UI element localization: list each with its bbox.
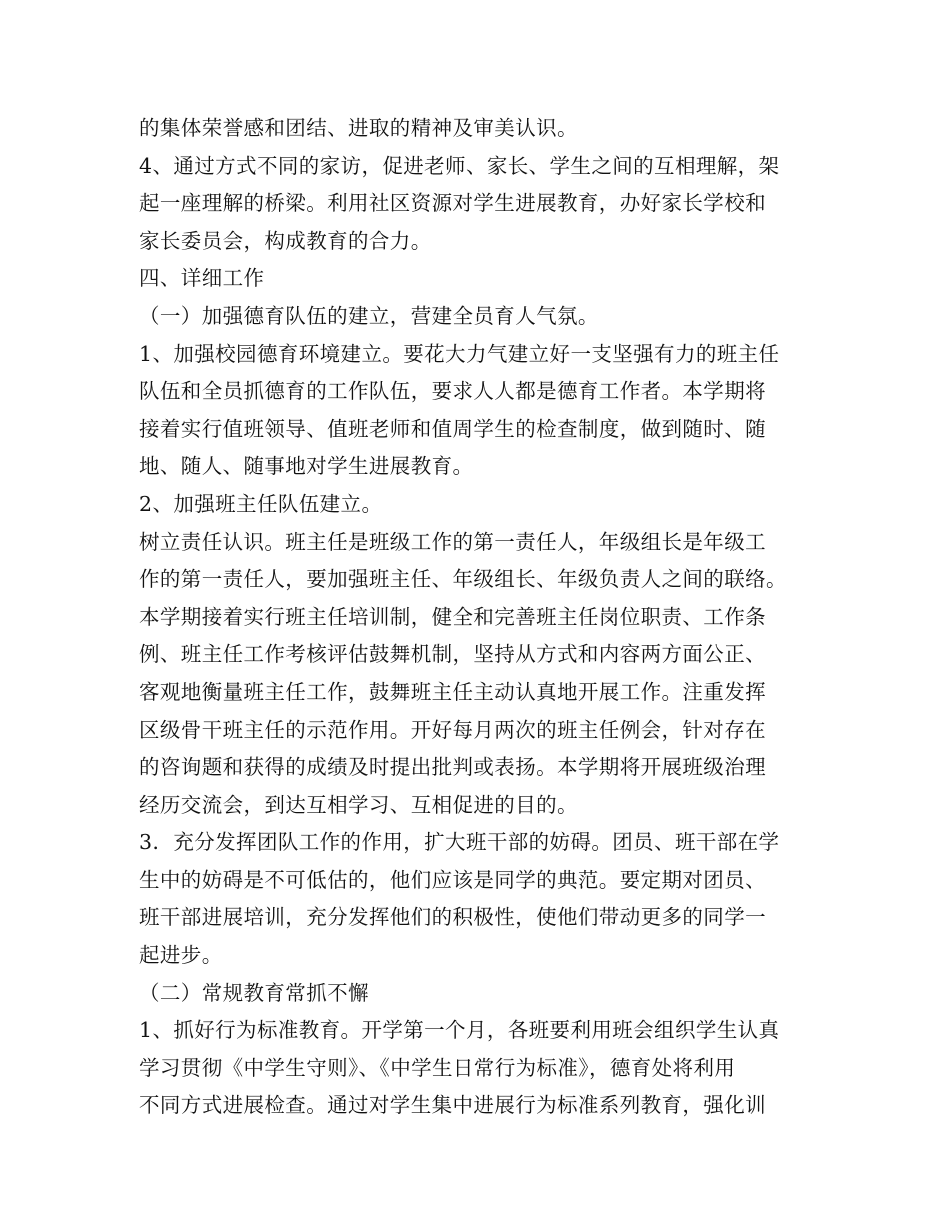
text-line: 2、加强班主任队伍建立。: [139, 491, 383, 516]
text-line: 接着实行值班领导、值班老师和值周学生的检查制度，做到随时、随: [139, 416, 766, 441]
text-line: 起进步。: [139, 943, 223, 968]
text-line: 生中的妨碍是不可低估的，他们应该是同学的典范。要定期对团员、: [139, 867, 766, 892]
text-line: 经历交流会，到达互相学习、互相促进的目的。: [139, 792, 578, 817]
text-line: 不同方式进展检查。通过对学生集中进展行为标准系列教育，强化训: [139, 1093, 766, 1118]
document-body: [139, 110, 829, 1125]
text-line: 4、通过方式不同的家访，促进老师、家长、学生之间的互相理解，架: [139, 153, 780, 178]
text-line: 班干部进展培训，充分发挥他们的积极性，使他们带动更多的同学一: [139, 905, 766, 930]
subsection-heading: （二）常规教育常抓不懈: [139, 980, 369, 1005]
text-line: 作的第一责任人，要加强班主任、年级组长、年级负责人之间的联络。: [139, 567, 787, 592]
text-line: 的集体荣誉感和团结、进取的精神及审美认识。: [139, 116, 578, 140]
text-line: 起一座理解的桥梁。利用社区资源对学生进展教育，办好家长学校和: [139, 191, 766, 216]
text-line: 例、班主任工作考核评估鼓舞机制，坚持从方式和内容两方面公正、: [139, 642, 766, 667]
text-line: 家长委员会，构成教育的合力。: [139, 228, 432, 253]
text-line: 地、随人、随事地对学生进展教育。: [139, 454, 474, 479]
text-line: 客观地衡量班主任工作，鼓舞班主任主动认真地开展工作。注重发挥: [139, 679, 766, 704]
subsection-heading: （一）加强德育队伍的建立，营建全员育人气氛。: [139, 303, 599, 328]
section-heading: 四、详细工作: [139, 266, 265, 291]
text-line: 本学期接着实行班主任培训制，健全和完善班主任岗位职责、工作条: [139, 604, 766, 629]
text-line: 学习贯彻《中学生守则》、《中学生日常行为标准》，德育处将利用: [139, 1055, 736, 1080]
text-line: 1、加强校园德育环境建立。要花大力气建立好一支坚强有力的班主任: [139, 341, 780, 366]
text-line: 树立责任认识。班主任是班级工作的第一责任人，年级组长是年级工: [139, 529, 766, 554]
text-line: 队伍和全员抓德育的工作队伍，要求人人都是德育工作者。本学期将: [139, 379, 766, 404]
text-line: 3．充分发挥团队工作的作用，扩大班干部的妨碍。团员、班干部在学: [139, 830, 780, 855]
text-line: 的咨询题和获得的成绩及时提出批判或表扬。本学期将开展班级治理: [139, 755, 766, 780]
text-line: 1、抓好行为标准教育。开学第一个月，各班要利用班会组织学生认真: [139, 1018, 780, 1043]
text-line: 区级骨干班主任的示范作用。开好每月两次的班主任例会，针对存在: [139, 717, 766, 742]
